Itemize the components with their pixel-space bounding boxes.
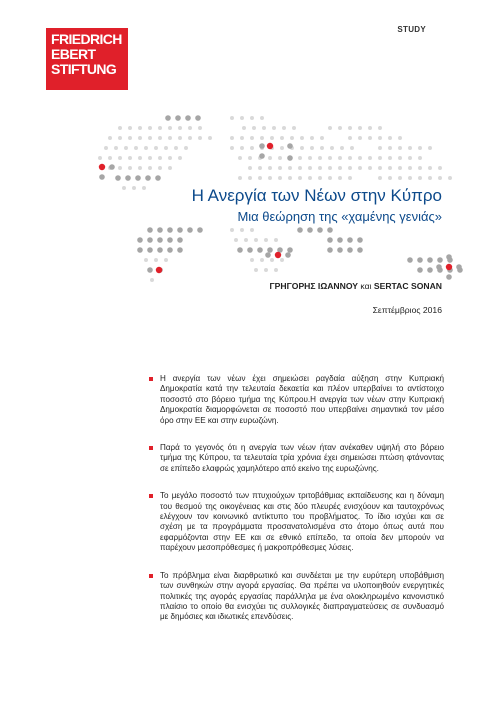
map-dot bbox=[327, 247, 333, 253]
map-dot bbox=[134, 146, 138, 150]
map-dot bbox=[357, 247, 363, 253]
map-dot bbox=[178, 136, 182, 140]
map-dot bbox=[300, 146, 304, 150]
map-dot bbox=[275, 252, 281, 258]
map-dot bbox=[290, 136, 294, 140]
authors-line bbox=[270, 281, 443, 291]
map-dot bbox=[188, 136, 192, 140]
map-dot bbox=[268, 176, 272, 180]
map-dot bbox=[388, 156, 392, 160]
map-dot bbox=[288, 166, 292, 170]
map-dot bbox=[287, 155, 293, 161]
map-dot bbox=[446, 274, 452, 280]
map-dot bbox=[260, 146, 264, 150]
summary-point-text: Το μεγάλο ποσοστό των πτυχιούχων τριτοβάθμιας εκπαίδευσης και η δύναμη του θεσμού της οικογένειας και στις δύο πλευρές ενισχύουν και ταυτοχρόνως ελέγχουν τον κοινωνικό αντίκτυπο του προβλήματος. Το ίδιο ισχύει και σε σχέση με τα προγράμματα προσανατολισμένα στο άτομο όπως αυτά που εφαρμόζονται στην ΕΕ και σε εθνικό επίπεδο, τα οποία δεν μπορούν να παρέχουν μεσοπρόθεσμες ή μακροπρόθεσμες λύσεις. bbox=[160, 491, 444, 553]
map-dot bbox=[164, 146, 168, 150]
map-dot bbox=[398, 136, 402, 140]
map-dot bbox=[230, 116, 234, 120]
map-dot bbox=[188, 126, 192, 130]
map-dot bbox=[118, 166, 122, 170]
map-dot bbox=[260, 136, 264, 140]
map-dot bbox=[428, 146, 432, 150]
map-dot bbox=[238, 156, 242, 160]
map-dot bbox=[154, 258, 158, 262]
map-dot bbox=[358, 126, 362, 130]
map-dot bbox=[310, 146, 314, 150]
map-dot bbox=[308, 176, 312, 180]
map-dot bbox=[108, 136, 112, 140]
map-dot bbox=[418, 176, 422, 180]
summary-points-list bbox=[160, 374, 444, 640]
map-dot bbox=[348, 176, 352, 180]
map-dot bbox=[128, 136, 132, 140]
map-dot bbox=[418, 156, 422, 160]
map-dot bbox=[258, 156, 262, 160]
map-dot bbox=[167, 237, 173, 243]
map-dot bbox=[280, 146, 284, 150]
map-dot bbox=[230, 228, 234, 232]
publication-date: Σεπτέμβριος 2016 bbox=[372, 305, 442, 315]
logo-line: FRIEDRICH bbox=[51, 31, 122, 47]
bullet-marker-icon bbox=[149, 446, 153, 450]
map-dot bbox=[388, 166, 392, 170]
map-dot bbox=[277, 247, 283, 253]
map-dot bbox=[368, 136, 372, 140]
summary-point-text: Η ανεργία των νέων έχει σημειώσει ραγδαία αύξηση στην Κυπριακή Δημοκρατία κατά την τελευταία δεκαετία και πλέον υπερβαίνει το αντίστοιχο ποσοστό στο βόρειο τμήμα της Κύπρου.Η ανεργία των νέων στην Κυπριακή Δημοκρατία διαμορφώνεται σε ποσοστό που υπερβαίνει σημαντικά τον μέσο όρο στην ΕΕ και στην ευρωζώνη. bbox=[160, 374, 444, 425]
map-dot bbox=[240, 136, 244, 140]
map-dot bbox=[198, 126, 202, 130]
map-dot bbox=[118, 156, 122, 160]
map-dot bbox=[357, 237, 363, 243]
map-dot bbox=[436, 264, 442, 270]
map-dot bbox=[287, 143, 293, 149]
map-dot bbox=[138, 136, 142, 140]
map-dot bbox=[148, 136, 152, 140]
map-dot bbox=[250, 136, 254, 140]
map-dot bbox=[268, 166, 272, 170]
map-dot bbox=[398, 146, 402, 150]
map-dot bbox=[358, 156, 362, 160]
map-dot bbox=[330, 146, 334, 150]
map-dot bbox=[417, 267, 423, 273]
map-dot bbox=[427, 267, 433, 273]
map-dot bbox=[178, 156, 182, 160]
map-dot bbox=[300, 136, 304, 140]
map-dot bbox=[178, 126, 182, 130]
map-dot bbox=[250, 116, 254, 120]
map-dot bbox=[287, 247, 293, 253]
map-dot bbox=[292, 126, 296, 130]
map-dot bbox=[282, 126, 286, 130]
map-dot bbox=[278, 156, 282, 160]
map-dot bbox=[407, 257, 413, 263]
map-dot bbox=[99, 174, 105, 180]
map-dot bbox=[168, 166, 172, 170]
map-dot bbox=[148, 166, 152, 170]
document-type-label: STUDY bbox=[397, 25, 426, 34]
map-dot bbox=[177, 227, 183, 233]
map-dot bbox=[378, 146, 382, 150]
map-dot bbox=[124, 146, 128, 150]
map-dot bbox=[388, 146, 392, 150]
map-dot bbox=[147, 267, 153, 273]
map-dot bbox=[310, 136, 314, 140]
map-dot bbox=[350, 146, 354, 150]
map-dot bbox=[157, 237, 163, 243]
map-dot bbox=[104, 146, 108, 150]
map-dot bbox=[378, 136, 382, 140]
map-dot bbox=[320, 146, 324, 150]
map-dot bbox=[270, 146, 274, 150]
map-dot bbox=[168, 136, 172, 140]
map-dot bbox=[447, 257, 453, 263]
author-conjunction: και bbox=[360, 281, 372, 291]
map-dot bbox=[168, 156, 172, 160]
map-dot bbox=[288, 156, 292, 160]
map-dot bbox=[148, 156, 152, 160]
map-dot bbox=[158, 136, 162, 140]
map-dot bbox=[118, 126, 122, 130]
map-dot bbox=[254, 238, 258, 242]
map-dot bbox=[144, 258, 148, 262]
map-dot bbox=[274, 238, 278, 242]
map-dot bbox=[368, 156, 372, 160]
map-dot bbox=[158, 156, 162, 160]
map-dot bbox=[368, 166, 372, 170]
map-dot bbox=[250, 228, 254, 232]
map-dot bbox=[348, 136, 352, 140]
map-dot bbox=[318, 166, 322, 170]
map-dot bbox=[428, 176, 432, 180]
bullet-marker-icon bbox=[149, 377, 153, 381]
map-dot bbox=[456, 264, 462, 270]
summary-point-text: Το πρόβλημα είναι διαρθρωτικό και συνδέεται με την ευρύτερη υποβάθμιση των συνθηκών στην αγορά εργασίας. Θα πρέπει να υλοποιηθούν ενεργητικές πολιτικές της αγοράς εργασίας παράλληλα με ένα ολοκληρωμένο κανονιστικό πλαίσιο το οποίο θα ενισχύει τις συλλογικές διαπραγματεύσεις σε συνδυασμό με δημόσιες και ιδιωτικές επενδύσεις. bbox=[160, 570, 444, 622]
map-dot bbox=[328, 166, 332, 170]
map-dot bbox=[195, 115, 201, 121]
map-dot bbox=[418, 146, 422, 150]
map-dot bbox=[155, 175, 161, 181]
map-dot bbox=[128, 166, 132, 170]
map-dot bbox=[378, 156, 382, 160]
map-dot bbox=[145, 175, 151, 181]
map-dot bbox=[259, 143, 265, 149]
map-dot bbox=[138, 126, 142, 130]
map-dot bbox=[137, 237, 143, 243]
summary-point bbox=[160, 571, 444, 623]
map-dot bbox=[114, 146, 118, 150]
map-dot bbox=[268, 156, 272, 160]
map-dot bbox=[108, 156, 112, 160]
map-dot bbox=[378, 166, 382, 170]
summary-point bbox=[160, 491, 444, 553]
map-dot bbox=[234, 238, 238, 242]
map-dot bbox=[318, 156, 322, 160]
map-dot bbox=[240, 146, 244, 150]
map-dot bbox=[264, 268, 268, 272]
map-dot bbox=[298, 166, 302, 170]
map-dot bbox=[167, 247, 173, 253]
map-dot bbox=[278, 166, 282, 170]
map-dot bbox=[252, 126, 256, 130]
map-dot bbox=[248, 176, 252, 180]
map-dot bbox=[237, 247, 243, 253]
map-dot bbox=[177, 237, 183, 243]
map-dot bbox=[267, 143, 273, 149]
map-dot bbox=[262, 126, 266, 130]
map-dot bbox=[240, 228, 244, 232]
map-dot bbox=[138, 166, 142, 170]
map-dot bbox=[417, 257, 423, 263]
map-dot bbox=[338, 126, 342, 130]
map-dot bbox=[148, 126, 152, 130]
map-dot bbox=[240, 116, 244, 120]
map-dot bbox=[259, 153, 265, 159]
map-dot bbox=[388, 176, 392, 180]
map-dot bbox=[338, 176, 342, 180]
map-dot bbox=[446, 254, 452, 260]
map-dot bbox=[158, 126, 162, 130]
map-dot bbox=[438, 176, 442, 180]
map-dot bbox=[318, 176, 322, 180]
map-dot bbox=[320, 136, 324, 140]
map-dot bbox=[128, 156, 132, 160]
map-dot bbox=[378, 176, 382, 180]
map-dot bbox=[288, 176, 292, 180]
map-dot bbox=[327, 237, 333, 243]
map-dot bbox=[147, 247, 153, 253]
map-dot bbox=[307, 227, 313, 233]
map-dot bbox=[135, 175, 141, 181]
summary-point-text: Παρά το γεγονός ότι η ανεργία των νέων ήταν ανέκαθεν υψηλή στο βόρειο τμήμα της Κύπρου, τα τελευταία τρία χρόνια έχει σημειώσει πτώση φτάνοντας σε επίπεδο ελαφρώς χαμηλότερο από εκείνο της ευρωζώνης. bbox=[160, 443, 444, 473]
friedrich-ebert-stiftung-logo bbox=[46, 28, 128, 90]
map-dot bbox=[378, 126, 382, 130]
map-dot bbox=[115, 175, 121, 181]
map-dot bbox=[270, 136, 274, 140]
map-dot bbox=[238, 176, 242, 180]
map-dot bbox=[290, 146, 294, 150]
map-dot bbox=[347, 247, 353, 253]
map-dot bbox=[280, 258, 284, 262]
map-dot bbox=[247, 247, 253, 253]
map-dot bbox=[457, 267, 463, 273]
map-dot bbox=[337, 237, 343, 243]
map-dot bbox=[157, 267, 163, 273]
map-dot bbox=[327, 227, 333, 233]
map-dot bbox=[328, 176, 332, 180]
map-dot bbox=[260, 116, 264, 120]
map-dot bbox=[144, 146, 148, 150]
map-dot bbox=[248, 166, 252, 170]
map-dot bbox=[128, 126, 132, 130]
map-dot bbox=[398, 156, 402, 160]
map-dot bbox=[108, 166, 112, 170]
map-dot bbox=[446, 264, 452, 270]
map-dot bbox=[418, 166, 422, 170]
map-dot bbox=[348, 126, 352, 130]
map-dot bbox=[174, 146, 178, 150]
logo-line: EBERT bbox=[51, 46, 96, 62]
map-dot bbox=[138, 156, 142, 160]
map-dot bbox=[184, 146, 188, 150]
map-dot bbox=[337, 247, 343, 253]
map-dot bbox=[267, 247, 273, 253]
map-dot bbox=[347, 237, 353, 243]
map-dot bbox=[177, 247, 183, 253]
map-dot bbox=[158, 166, 162, 170]
bullet-marker-icon bbox=[149, 574, 153, 578]
map-dot bbox=[175, 115, 181, 121]
map-dot bbox=[242, 126, 246, 130]
map-dot bbox=[270, 258, 274, 262]
map-dot bbox=[99, 164, 105, 170]
map-dot bbox=[338, 166, 342, 170]
map-dot bbox=[258, 166, 262, 170]
map-dot bbox=[208, 136, 212, 140]
map-dot bbox=[118, 136, 122, 140]
map-dot bbox=[398, 166, 402, 170]
map-dot bbox=[264, 238, 268, 242]
map-dot bbox=[272, 126, 276, 130]
map-dot bbox=[338, 156, 342, 160]
map-dot bbox=[98, 156, 102, 160]
map-dot bbox=[147, 237, 153, 243]
summary-point bbox=[160, 443, 444, 474]
summary-point bbox=[160, 374, 444, 426]
map-dot bbox=[274, 268, 278, 272]
map-dot bbox=[132, 186, 136, 190]
map-dot bbox=[308, 166, 312, 170]
map-dot bbox=[147, 227, 153, 233]
map-dot bbox=[358, 166, 362, 170]
map-dot bbox=[358, 136, 362, 140]
map-dot bbox=[408, 176, 412, 180]
map-dot bbox=[258, 176, 262, 180]
map-dot bbox=[285, 252, 291, 258]
map-dot bbox=[260, 258, 264, 262]
document-title: Η Ανεργία των Νέων στην Κύπρο bbox=[191, 186, 442, 205]
map-dot bbox=[427, 257, 433, 263]
map-dot bbox=[278, 176, 282, 180]
map-dot bbox=[154, 146, 158, 150]
map-dot bbox=[167, 227, 173, 233]
map-dot bbox=[230, 146, 234, 150]
author-name: SERTAC SONAN bbox=[373, 281, 442, 291]
map-dot bbox=[448, 176, 452, 180]
logo-line: STIFTUNG bbox=[51, 61, 117, 77]
map-dot bbox=[185, 115, 191, 121]
map-dot bbox=[165, 115, 171, 121]
bullet-marker-icon bbox=[149, 494, 153, 498]
map-dot bbox=[164, 258, 168, 262]
map-dot bbox=[197, 227, 203, 233]
map-dot bbox=[150, 278, 154, 282]
map-dot bbox=[368, 126, 372, 130]
map-dot bbox=[244, 238, 248, 242]
author-name: ΓΡΗΓΟΡΗΣ ΙΩΑΝΝΟΥ bbox=[269, 281, 359, 291]
map-dot bbox=[428, 166, 432, 170]
map-dot bbox=[250, 146, 254, 150]
map-dot bbox=[157, 247, 163, 253]
map-dot bbox=[125, 175, 131, 181]
map-dot bbox=[250, 258, 254, 262]
map-dot bbox=[280, 136, 284, 140]
map-dot bbox=[447, 267, 453, 273]
map-dot bbox=[187, 227, 193, 233]
map-dot bbox=[328, 126, 332, 130]
map-dot bbox=[348, 166, 352, 170]
map-dot bbox=[157, 227, 163, 233]
map-dot bbox=[308, 156, 312, 160]
map-dot bbox=[156, 267, 162, 273]
map-dot bbox=[438, 166, 442, 170]
document-subtitle: Μια θεώρηση της «χαμένης γενιάς» bbox=[237, 209, 442, 224]
map-dot bbox=[257, 247, 263, 253]
map-dot bbox=[248, 156, 252, 160]
map-dot bbox=[348, 156, 352, 160]
map-dot bbox=[437, 257, 443, 263]
map-dot bbox=[168, 126, 172, 130]
map-dot bbox=[328, 156, 332, 160]
map-dot bbox=[340, 146, 344, 150]
map-dot bbox=[298, 156, 302, 160]
map-dot bbox=[298, 176, 302, 180]
map-dot bbox=[109, 164, 115, 170]
map-dot bbox=[137, 247, 143, 253]
map-dot bbox=[437, 267, 443, 273]
map-dot bbox=[317, 227, 323, 233]
map-dot bbox=[198, 136, 202, 140]
map-dot bbox=[265, 252, 271, 258]
map-dot bbox=[142, 186, 146, 190]
map-dot bbox=[408, 156, 412, 160]
map-dot bbox=[122, 186, 126, 190]
map-dot bbox=[398, 176, 402, 180]
map-dot bbox=[230, 136, 234, 140]
map-dot bbox=[297, 227, 303, 233]
map-dot bbox=[408, 146, 412, 150]
map-dot bbox=[408, 166, 412, 170]
map-dot bbox=[388, 136, 392, 140]
map-dot bbox=[254, 268, 258, 272]
